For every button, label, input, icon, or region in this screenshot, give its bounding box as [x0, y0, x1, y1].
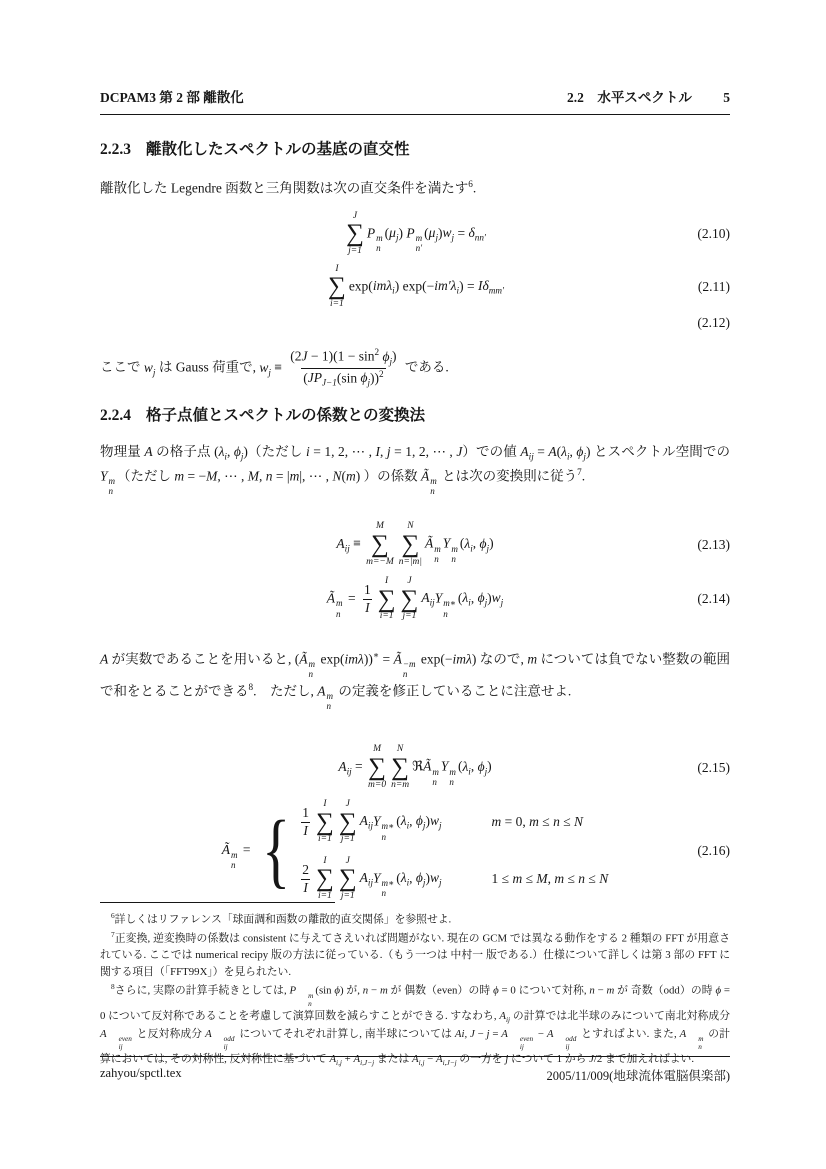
- equation-2-13-body: $A_{ij}$ ≡ M ∑ m=−M N ∑ n=|m| Ã m n Y m n ($\lambda_i$, $\phi_j$): [336, 521, 494, 567]
- equation-2-16-body: Ã m n = { $\frac{1}{I}$ I ∑ i=1 J ∑ j=1 $A_{ij}Y$ m∗ n ($\lambda_i$, $\phi_j)w_j$ m = 0, m ≤ n ≤ N $\frac{2}{I}$ I ∑ i=1 J ∑ j=1 $A_{ij}Y$ m∗ n ($\lambda_i$, $\phi_j)w_j$ 1 ≤ m ≤ M, m ≤ n ≤ N: [221, 799, 609, 901]
- section-title: 格子点値とスペクトルの係数との変換法: [146, 406, 426, 424]
- equation-2-12-number: (2.12): [697, 315, 730, 331]
- page-footer: [100, 1056, 730, 1084]
- header-page-number: 5: [723, 90, 730, 105]
- header-section-title: 2.2 水平スペクトル: [567, 90, 692, 105]
- header-right: [567, 86, 730, 106]
- equation-2-14: [100, 577, 730, 622]
- equation-2-10-body: J ∑ j=1 P m n $(\mu_j)$ P m n′ $(\mu_j)w_j = \delta_{nn'}$: [346, 210, 486, 257]
- equation-2-11-number: (2.11): [697, 278, 730, 294]
- orthogonality-intro-paragraph: 離散化した Legendre 函数と三角関数は次の直交条件を満たす$^6$.: [100, 179, 477, 196]
- equation-2-10-number: (2.10): [697, 226, 730, 242]
- section-number: 2.2.4: [100, 406, 131, 424]
- footnote-rule: [100, 902, 335, 903]
- page-header: [100, 86, 730, 115]
- equation-2-11-body: I ∑ i=1 exp(imλ$_i$) $\exp(-im'\lambda_i) = I\delta_{mm'}$: [327, 263, 504, 309]
- page-body: [100, 140, 730, 902]
- grid-spectral-paragraph: 物理量 A の格子点 ($\lambda_i$, $\phi_j$)（ただし i = 1, 2, ⋯ , I, j = 1, 2, ⋯ , J）での値 $A_{ij} = A(\lambda_i$, $\phi_j$) とスペクトル空間での Y m n （ただし m = −M, ⋯ , M, n = |m|, ⋯ , N(m) ）の係数 Ã m n とは次の変換則に従う$^7$.: [100, 443, 731, 497]
- footer-source-file: zahyou/spctl.tex: [100, 1066, 182, 1080]
- real-value-paragraph: A が実数であることを用いると, (Ã m n exp(imλ))∗ = Ã −m n exp(−imλ) なので, m については負でない整数の範囲で和をとることができる$^8$. ただし, A m n の定義を修正していることに注意せよ.: [100, 649, 731, 712]
- header-left-title: DCPAM3 第 2 部 離散化: [100, 90, 244, 105]
- equation-2-13-number: (2.13): [697, 536, 730, 552]
- equation-2-15: [100, 745, 730, 790]
- section-title: 離散化したスペクトルの基底の直交性: [146, 141, 410, 158]
- section-number: 2.2.3: [100, 141, 131, 158]
- gauss-weight-paragraph: ここで $w_j$ は Gauss 荷重で, $w_j$ ≡ $(2J - 1)(1 - \sin^2 \phi_j)$ ($JP_{J-1}(\sin$ $\phi_j))^2$ である.: [100, 347, 449, 389]
- equation-2-16: [100, 800, 730, 902]
- equation-2-15-number: (2.15): [697, 759, 730, 775]
- section-heading-223: [100, 140, 730, 160]
- footnote-8: $^8$さらに, 実際の計算手続きとしては, P m n (sin ϕ) が, n − m が 偶数（even）の時 ϕ = 0 について対称, n − m が 奇数（odd）の時 ϕ = 0 について反対称であることを考慮して演算回数を減らすことができる. すなわち, $A_{ij}$ の計算では北半球のみについて南北対称成分 A even ij と反対称成分 A odd ij についてそれぞれ計算し, 南半球については Ai, J − j = A even ij − A odd ij とすればよい. また, A m n の計算においては, その対称性, 反対称性に基づいて $A_{i,j} + A_{i,J-j}$ または $A_{i,j} - A_{i,J-j}$ の一方を j について 1 から J/2 まで加えればよい.: [100, 982, 731, 1068]
- footnote-6: $^6$詳しくはリファレンス「球面調和函数の離散的直交関係」を参照せよ.: [111, 911, 452, 926]
- equation-2-10: [100, 212, 730, 257]
- equation-2-16-number: (2.16): [697, 842, 730, 858]
- footer-date-credit: 2005/11/009(地球流体電脳倶楽部): [546, 1069, 730, 1083]
- equation-2-14-number: (2.14): [697, 591, 730, 607]
- section-heading-224: [100, 406, 730, 426]
- equation-2-13: [100, 522, 730, 567]
- equation-2-12: [100, 313, 730, 333]
- footnote-7: $^7$正変換, 逆変換時の係数は consistent に与えてさえいれば問題がない. 現在の GCM では異なる動作をする 2 種類の FFT が用意されている. ここでは numerical recipy 版の方法に従っている.（もう一つは 中村一 版である.）仕様について詳しくは第 3 部の FFT に関する項目（「FFT99X」）を見られたい.: [100, 929, 730, 979]
- equation-2-11: [100, 265, 730, 310]
- equation-2-14-body: Ã m n = $\frac{1}{I}$ I ∑ i=1 J ∑ j=1 $A_{ij}Y$ m∗ n ($\lambda_i$, $\phi_j)w_j$: [326, 576, 504, 622]
- equation-2-15-body: $A_{ij}$ = M ∑ m=0 N ∑ n=m ℜÃ m n Y m n ($\lambda_i$, $\phi_j$): [338, 744, 492, 790]
- footnotes-block: [100, 902, 730, 1069]
